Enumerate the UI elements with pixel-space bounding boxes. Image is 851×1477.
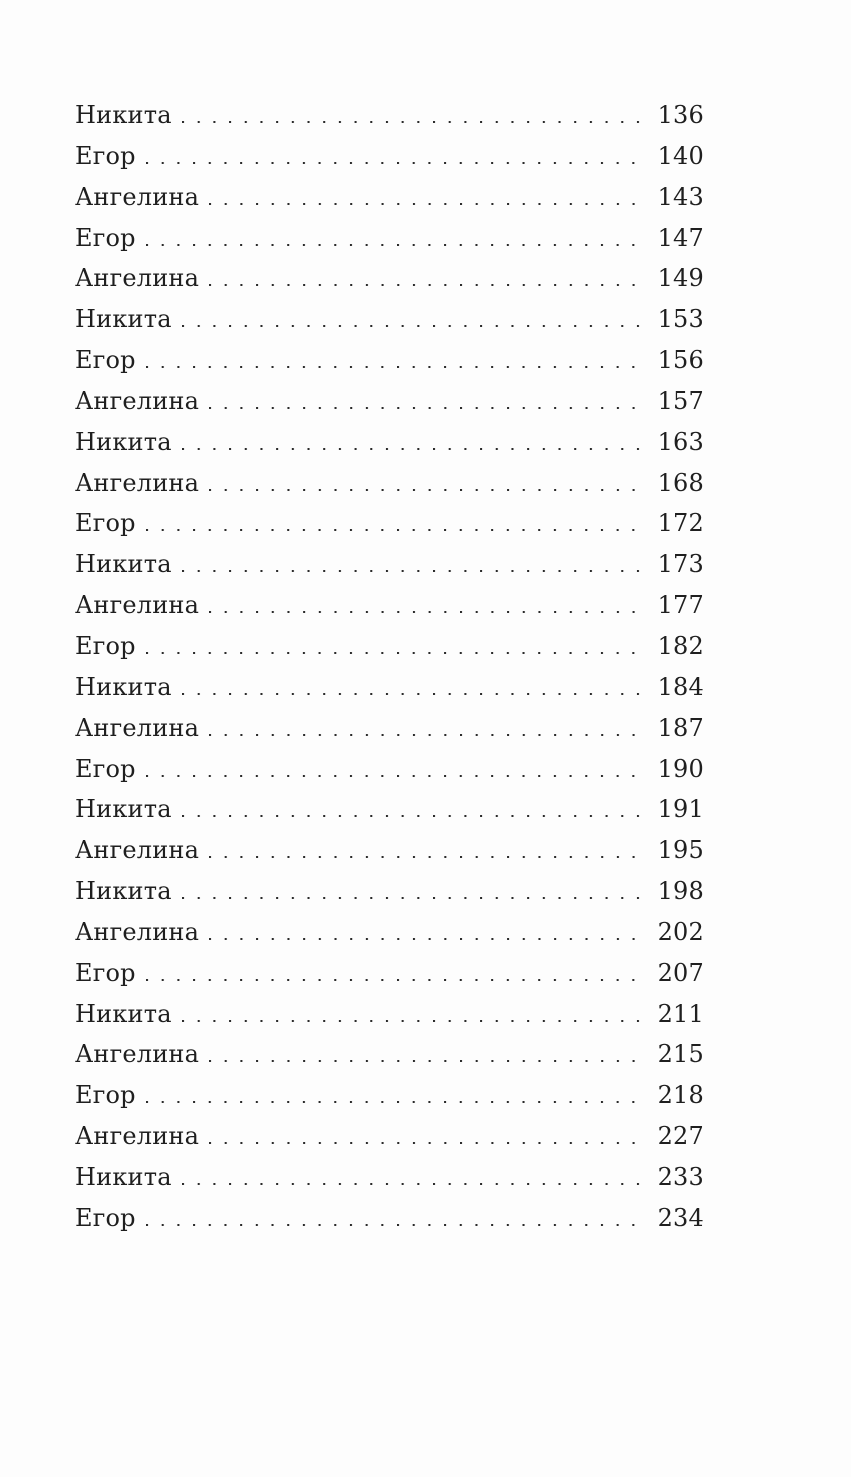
dot-leader	[146, 162, 646, 164]
toc-entry[interactable]	[75, 871, 704, 912]
toc-entry[interactable]	[75, 544, 704, 585]
toc-entry-title: Егор	[75, 754, 136, 783]
toc-entry-title: Никита	[75, 877, 172, 906]
toc-entry-page: 207	[657, 958, 704, 987]
dot-leader	[209, 856, 645, 858]
dot-leader	[182, 325, 646, 327]
dot-leader	[209, 611, 645, 613]
toc-entry-title: Никита	[75, 795, 172, 824]
toc-entry-title: Егор	[75, 141, 136, 170]
toc-entry[interactable]	[75, 585, 704, 626]
dot-leader	[146, 775, 646, 777]
toc-entry[interactable]	[75, 708, 704, 749]
toc-entry[interactable]	[75, 136, 704, 177]
toc-entry-title: Ангелина	[75, 1122, 200, 1151]
toc-entry-title: Егор	[75, 223, 136, 252]
toc-entry-page: 227	[657, 1122, 704, 1151]
toc-entry-title: Егор	[75, 631, 136, 660]
toc-entry-page: 177	[657, 591, 704, 620]
toc-entry-title: Никита	[75, 305, 172, 334]
toc-entry-page: 172	[657, 509, 704, 538]
toc-entry-page: 173	[657, 550, 704, 579]
toc-entry-title: Ангелина	[75, 264, 200, 293]
toc-entry[interactable]	[75, 258, 704, 299]
toc-entry[interactable]	[75, 340, 704, 381]
dot-leader	[182, 1020, 646, 1022]
toc-entry[interactable]	[75, 503, 704, 544]
toc-entry-page: 233	[657, 1162, 704, 1191]
toc-entry-title: Егор	[75, 958, 136, 987]
toc-entry[interactable]	[75, 1116, 704, 1157]
toc-entry-page: 191	[657, 795, 704, 824]
toc-entry-page: 215	[657, 1040, 704, 1069]
toc-entry[interactable]	[75, 299, 704, 340]
toc-entry-page: 153	[657, 305, 704, 334]
toc-entry[interactable]	[75, 1034, 704, 1075]
toc-entry-title: Ангелина	[75, 713, 200, 742]
toc-entry-page: 136	[657, 101, 704, 129]
dot-leader	[182, 693, 646, 695]
dot-leader	[182, 570, 646, 572]
toc-entry-page: 211	[657, 999, 704, 1028]
toc-entry-page: 184	[657, 672, 704, 701]
toc-entry[interactable]	[75, 1157, 704, 1198]
toc-entry-title: Ангелина	[75, 1040, 200, 1069]
dot-leader	[146, 244, 646, 246]
toc-entry-page: 218	[657, 1081, 704, 1110]
dot-leader	[209, 284, 645, 286]
toc-entry-title: Егор	[75, 346, 136, 375]
toc-entry-title: Ангелина	[75, 182, 200, 211]
toc-entry[interactable]	[75, 830, 704, 871]
toc-entry-page: 187	[657, 713, 704, 742]
toc-entry-page: 198	[657, 877, 704, 906]
toc-entry-title: Никита	[75, 427, 172, 456]
dot-leader	[146, 529, 646, 531]
toc-entry-title: Никита	[75, 550, 172, 579]
toc-entry-title: Ангелина	[75, 591, 200, 620]
toc-entry-page: 163	[657, 427, 704, 456]
toc-entry[interactable]	[75, 463, 704, 504]
dot-leader	[209, 407, 645, 409]
toc-entry-page: 149	[657, 264, 704, 293]
dot-leader	[146, 979, 646, 981]
toc-entry[interactable]	[75, 953, 704, 994]
dot-leader	[209, 1142, 645, 1144]
toc-entry[interactable]	[75, 994, 704, 1035]
toc-entry-page: 140	[657, 141, 704, 170]
toc-entry[interactable]	[75, 749, 704, 790]
dot-leader	[209, 489, 645, 491]
dot-leader	[182, 1183, 646, 1185]
toc-entry-title: Ангелина	[75, 917, 200, 946]
toc-entry-page: 143	[657, 182, 704, 211]
dot-leader	[146, 652, 646, 654]
toc-entry[interactable]	[75, 95, 704, 136]
toc-entry-page: 202	[657, 917, 704, 946]
toc-entry-page: 147	[657, 223, 704, 252]
toc-entry-title: Егор	[75, 1081, 136, 1110]
dot-leader	[182, 897, 646, 899]
toc-entry[interactable]	[75, 912, 704, 953]
dot-leader	[209, 938, 645, 940]
toc-entry-title: Никита	[75, 101, 172, 129]
toc-entry-title: Егор	[75, 509, 136, 538]
toc-entry[interactable]	[75, 789, 704, 830]
toc-entry-title: Ангелина	[75, 836, 200, 865]
dot-leader	[182, 815, 646, 817]
toc-entry-page: 157	[657, 386, 704, 415]
toc-entry[interactable]	[75, 1198, 704, 1239]
toc-entry-title: Ангелина	[75, 468, 200, 497]
dot-leader	[209, 734, 645, 736]
toc-entry-title: Никита	[75, 672, 172, 701]
dot-leader	[146, 1224, 646, 1226]
toc-entry-title: Никита	[75, 1162, 172, 1191]
toc-entry-page: 156	[657, 346, 704, 375]
dot-leader	[209, 1060, 645, 1062]
toc-entry-title: Ангелина	[75, 386, 200, 415]
toc-entry-page: 168	[657, 468, 704, 497]
dot-leader	[146, 366, 646, 368]
toc-entry[interactable]	[75, 1075, 704, 1116]
toc-entry-title: Никита	[75, 999, 172, 1028]
toc-entry[interactable]	[75, 626, 704, 667]
dot-leader	[182, 121, 646, 123]
dot-leader	[182, 448, 646, 450]
toc-entry[interactable]	[75, 381, 704, 422]
dot-leader	[209, 203, 645, 205]
toc-entry-title: Егор	[75, 1203, 136, 1232]
dot-leader	[146, 1101, 646, 1103]
toc-entry-page: 234	[657, 1203, 704, 1232]
toc-entry-page: 190	[657, 754, 704, 783]
toc-entry[interactable]	[75, 667, 704, 708]
table-of-contents	[75, 95, 704, 1239]
toc-entry[interactable]	[75, 218, 704, 259]
toc-entry[interactable]	[75, 177, 704, 218]
toc-entry-page: 195	[657, 836, 704, 865]
toc-entry-page: 182	[657, 631, 704, 660]
toc-entry[interactable]	[75, 422, 704, 463]
